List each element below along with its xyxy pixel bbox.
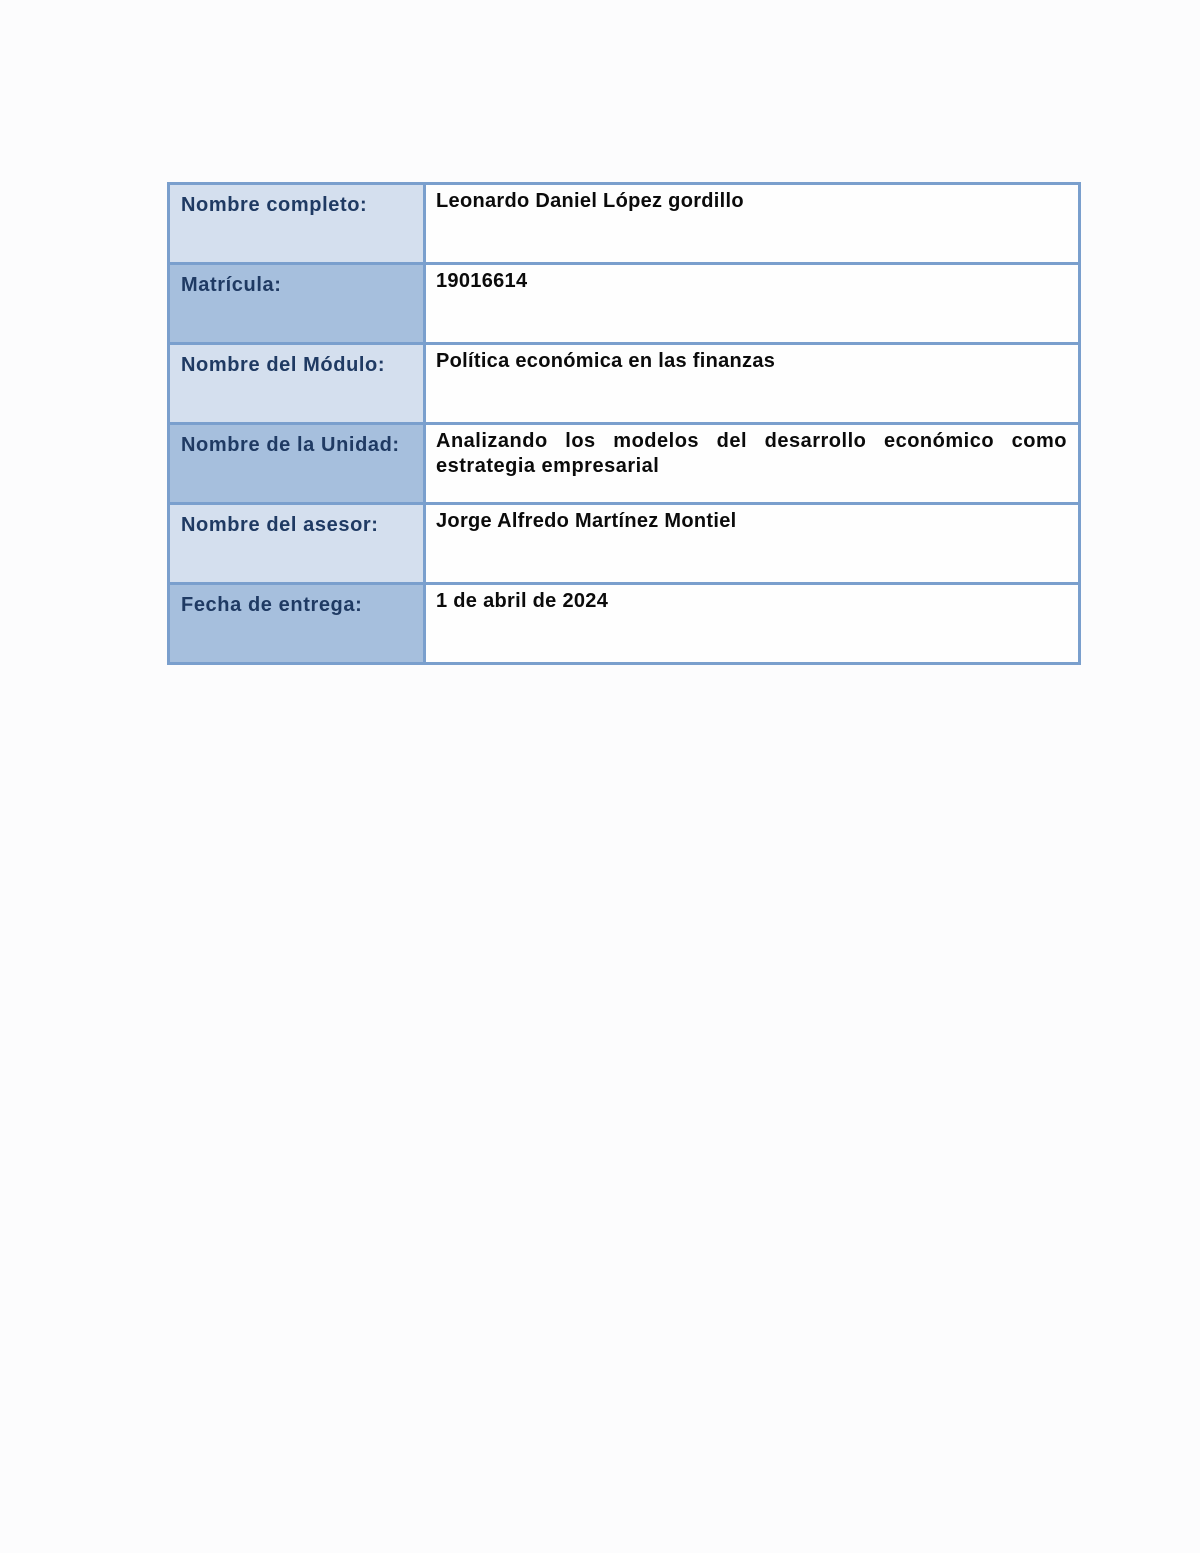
row-matricula xyxy=(169,264,1080,344)
label-nombre-unidad: Nombre de la Unidad: xyxy=(169,424,425,504)
row-nombre-unidad xyxy=(169,424,1080,504)
row-fecha-entrega xyxy=(169,584,1080,664)
value-nombre-completo: Leonardo Daniel López gordillo xyxy=(425,184,1080,264)
label-fecha-entrega: Fecha de entrega: xyxy=(169,584,425,664)
value-nombre-unidad: Analizando los modelos del desarrollo económico como estrategia empresarial xyxy=(425,424,1080,504)
label-nombre-completo: Nombre completo: xyxy=(169,184,425,264)
row-nombre-completo xyxy=(169,184,1080,264)
label-nombre-asesor: Nombre del asesor: xyxy=(169,504,425,584)
row-nombre-modulo xyxy=(169,344,1080,424)
value-matricula: 19016614 xyxy=(425,264,1080,344)
value-fecha-entrega: 1 de abril de 2024 xyxy=(425,584,1080,664)
value-nombre-modulo: Política económica en las finanzas xyxy=(425,344,1080,424)
student-info-table xyxy=(167,182,1081,665)
value-nombre-asesor: Jorge Alfredo Martínez Montiel xyxy=(425,504,1080,584)
label-nombre-modulo: Nombre del Módulo: xyxy=(169,344,425,424)
label-matricula: Matrícula: xyxy=(169,264,425,344)
row-nombre-asesor xyxy=(169,504,1080,584)
